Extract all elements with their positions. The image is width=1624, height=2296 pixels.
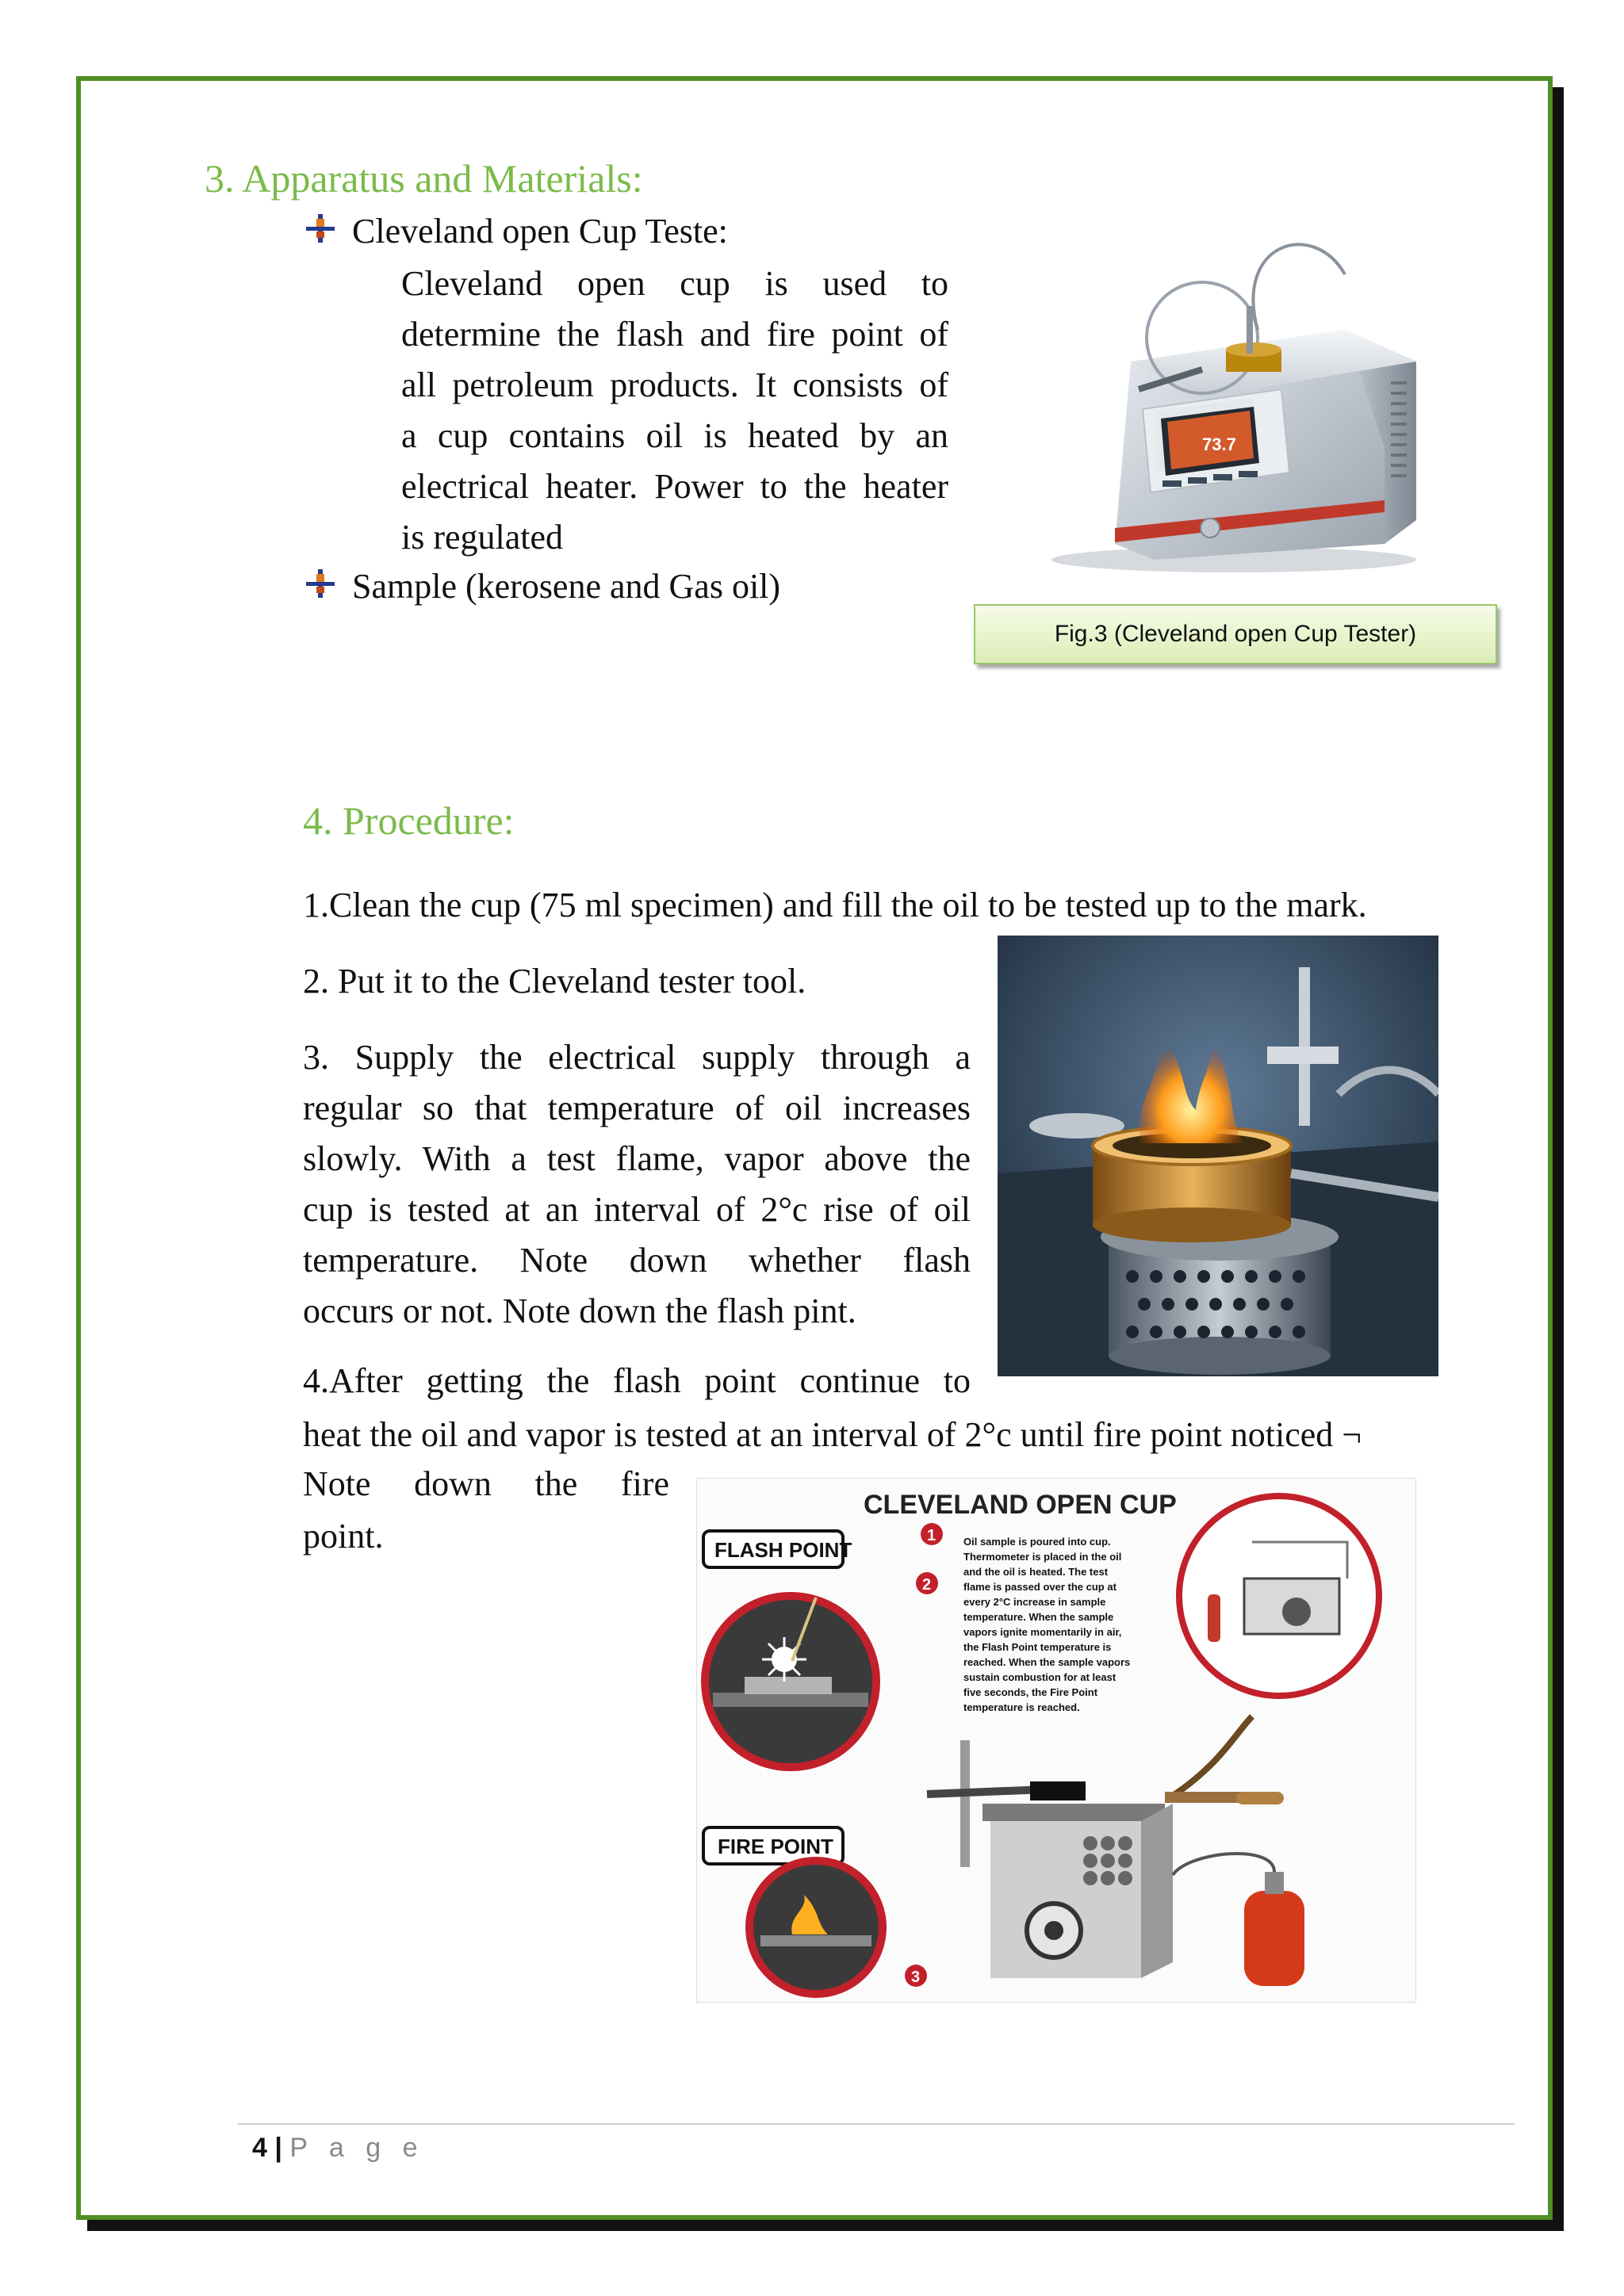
svg-text:sustain combustion for at leas: sustain combustion for at least — [963, 1671, 1116, 1683]
procedure-step-4-line-2: heat the oil and vapor is tested at an interval of 2°c until fire point noticed ¬ — [303, 1415, 1362, 1454]
flame-test-photo — [998, 936, 1438, 1376]
section-4-heading: 4. Procedure: — [303, 798, 515, 843]
fire-point-label: FIRE POINT — [718, 1835, 833, 1858]
procedure-step-4-line-3: Note down the fire — [303, 1464, 669, 1503]
svg-text:temperature. When the sample: temperature. When the sample — [963, 1611, 1114, 1623]
materials-item-label: Sample (kerosene and Gas oil) — [352, 567, 781, 606]
page-word: P a g e — [289, 2133, 425, 2163]
svg-text:vapors ignite momentarily in a: vapors ignite momentarily in air, — [963, 1626, 1122, 1638]
svg-text:every 2°C increase in sample: every 2°C increase in sample — [963, 1596, 1106, 1608]
footer-separator: | — [274, 2133, 282, 2163]
svg-text:Oil sample is poured into cup.: Oil sample is poured into cup. — [963, 1536, 1111, 1548]
page-footer — [252, 2133, 424, 2164]
procedure-step-3: 3. Supply the electrical supply through a regular so that temperature of oil increases slowly. With a test flame, vapor above the cup is tested at an interval of 2°c rise of oil temperature. Note down whether flash occurs or not. Note down the flash pint. — [303, 1038, 971, 1330]
flash-point-label: FLASH POINT — [714, 1538, 852, 1562]
procedure-step-4-line-4: point. — [303, 1517, 384, 1556]
svg-text:reached. When the sample vapor: reached. When the sample vapors — [963, 1656, 1131, 1668]
apparatus-description: Cleveland open cup is used to determine the flash and fire point of all petroleum products. It consists of a cup contains oil is heated by an electrical heater. Power to the heater is regulated — [401, 264, 948, 557]
bullet-icon — [306, 214, 335, 243]
diagram-title: CLEVELAND OPEN CUP — [864, 1490, 1177, 1520]
marker-2: 2 — [922, 1576, 932, 1594]
svg-text:five seconds, the Fire Point: five seconds, the Fire Point — [963, 1686, 1098, 1698]
diagram-note — [963, 1536, 1130, 1713]
display-value: 73.7 — [1202, 434, 1236, 454]
cleveland-tester-photo — [972, 211, 1477, 582]
svg-text:temperature is reached.: temperature is reached. — [963, 1701, 1080, 1713]
cleveland-open-cup-diagram — [696, 1478, 1416, 2003]
procedure-step-2: 2. Put it to the Cleveland tester tool. — [303, 962, 806, 1001]
figure-caption: Fig.3 (Cleveland open Cup Tester) — [974, 604, 1497, 664]
svg-text:the Flash Point temperature is: the Flash Point temperature is — [963, 1641, 1112, 1653]
marker-3: 3 — [911, 1969, 921, 1986]
procedure-step-4-line-1: 4.After getting the flash point continue to — [303, 1361, 971, 1400]
marker-1: 1 — [927, 1527, 936, 1544]
section-3-heading: 3. Apparatus and Materials: — [205, 156, 643, 201]
svg-text:Thermometer is placed in the o: Thermometer is placed in the oil — [963, 1551, 1122, 1563]
svg-text:and the oil is heated. The tes: and the oil is heated. The test — [963, 1566, 1109, 1578]
svg-text:flame is passed over the cup a: flame is passed over the cup at — [963, 1581, 1116, 1593]
bullet-icon — [306, 569, 335, 598]
procedure-step-1: 1.Clean the cup (75 ml specimen) and fill the oil to be tested up to the mark. — [303, 886, 1367, 924]
page-number: 4 — [252, 2133, 267, 2163]
footer-divider — [238, 2123, 1515, 2125]
apparatus-item-label: Cleveland open Cup Teste: — [352, 212, 728, 251]
